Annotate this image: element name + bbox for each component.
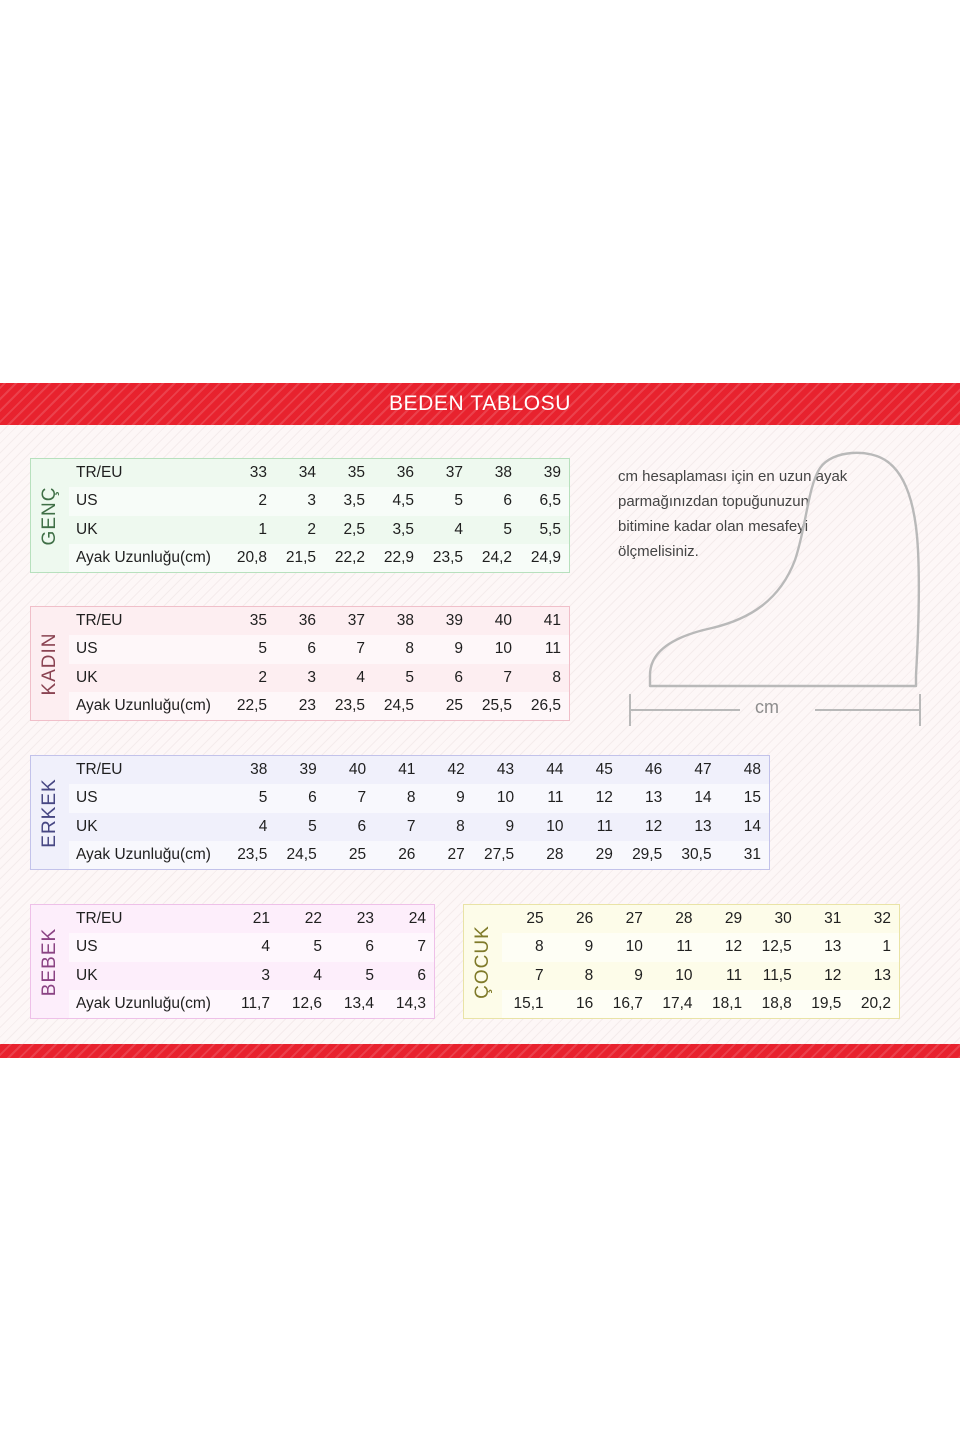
- size-block-cocuk: [463, 904, 900, 1019]
- cell: 12: [644, 817, 663, 835]
- cell: 5: [365, 966, 374, 984]
- cell: 2: [258, 492, 267, 510]
- table-row: [69, 692, 569, 720]
- cell: 9: [634, 966, 643, 984]
- row-values: [502, 995, 899, 1013]
- table-row: [69, 813, 769, 841]
- cell: 11: [544, 640, 561, 658]
- cell: 22,5: [236, 696, 267, 714]
- cell: 14: [743, 817, 761, 835]
- size-block-bebek-label: BEBEK: [39, 927, 60, 996]
- cell: 26,5: [530, 696, 561, 714]
- table-row: [69, 607, 569, 635]
- cell: 9: [454, 640, 463, 658]
- cell: 7: [356, 640, 365, 658]
- row-values: [502, 910, 899, 928]
- size-block-kadin-label: KADIN: [39, 631, 60, 696]
- cell: 11: [676, 938, 693, 956]
- cell: 6: [307, 640, 316, 658]
- cell: 6,5: [539, 492, 561, 510]
- cell: 27,5: [483, 845, 515, 863]
- cell: 31: [743, 845, 761, 863]
- table-row: [69, 841, 769, 869]
- row-label: Ayak Uzunluğu(cm): [76, 696, 211, 714]
- table-row: [69, 756, 769, 784]
- cell: 7: [357, 789, 367, 807]
- cell: 16,7: [612, 994, 643, 1012]
- cell: 4: [313, 966, 322, 984]
- row-values: [226, 464, 569, 482]
- row-values: [226, 640, 569, 658]
- table-row: [69, 487, 569, 515]
- size-block-cocuk-grid: [502, 905, 899, 1018]
- row-label: UK: [76, 668, 98, 686]
- cell: 6: [365, 938, 374, 956]
- table-row: [69, 962, 434, 990]
- row-label: US: [76, 938, 98, 956]
- row-values: [226, 818, 769, 836]
- cell: 7: [406, 817, 416, 835]
- cell: 7: [535, 966, 544, 984]
- cell: 22: [304, 910, 322, 928]
- row-values: [226, 995, 434, 1013]
- cell: 1: [258, 520, 267, 538]
- cm-label: cm: [755, 697, 779, 717]
- row-values: [226, 549, 569, 567]
- cell: 23,5: [432, 548, 463, 566]
- row-label: TR/EU: [76, 910, 123, 928]
- cell: 5: [258, 789, 268, 807]
- row-values: [226, 967, 434, 985]
- cell: 25,5: [481, 696, 512, 714]
- cell: 10: [494, 640, 512, 658]
- cell: 37: [445, 464, 463, 482]
- row-label: US: [76, 789, 98, 807]
- cell: 26: [398, 845, 416, 863]
- row-values: [226, 669, 569, 687]
- cell: 31: [824, 910, 842, 928]
- cell: 33: [249, 464, 267, 482]
- cell: 14,3: [395, 994, 426, 1012]
- cell: 39: [543, 464, 561, 482]
- size-block-kadin-grid: [69, 607, 569, 720]
- row-values: [226, 612, 569, 630]
- cell: 39: [445, 612, 463, 630]
- cell: 27: [625, 910, 643, 928]
- size-block-genc: [30, 458, 570, 573]
- cell: 4: [454, 520, 463, 538]
- size-block-erkek: [30, 755, 770, 870]
- row-label: TR/EU: [76, 612, 123, 630]
- cell: 11,5: [762, 966, 792, 984]
- cell: 48: [743, 761, 761, 779]
- cell: 10: [675, 966, 693, 984]
- table-row: [502, 933, 899, 961]
- cell: 8: [405, 640, 414, 658]
- cell: 10: [546, 817, 564, 835]
- row-label: UK: [76, 966, 98, 984]
- cell: 18,1: [711, 994, 743, 1012]
- cell: 21,5: [285, 548, 316, 566]
- row-values: [226, 938, 434, 956]
- cell: 5: [308, 817, 317, 835]
- size-block-genc-label: GENÇ: [39, 486, 60, 545]
- size-block-genc-grid: [69, 459, 569, 572]
- cell: 24,5: [286, 845, 317, 863]
- footer-bar: [0, 1044, 960, 1058]
- cell: 41: [543, 612, 561, 630]
- cell: 3: [307, 668, 316, 686]
- cell: 6: [503, 492, 512, 510]
- table-row: [69, 544, 569, 572]
- cell: 18,8: [761, 994, 792, 1012]
- cell: 20,8: [236, 548, 267, 566]
- table-row: [502, 990, 899, 1018]
- row-label: US: [76, 492, 98, 510]
- cell: 28: [675, 910, 693, 928]
- row-values: [226, 761, 769, 779]
- cell: 24: [408, 910, 426, 928]
- cell: 4: [261, 938, 270, 956]
- cell: 8: [584, 966, 594, 984]
- table-row: [69, 516, 569, 544]
- cell: 23,5: [237, 845, 268, 863]
- table-row: [69, 905, 434, 933]
- cell: 23: [298, 696, 316, 714]
- cell: 29,5: [632, 845, 663, 863]
- cell: 13: [694, 817, 712, 835]
- cell: 11,7: [240, 994, 270, 1012]
- row-values: [226, 846, 769, 864]
- row-label: Ayak Uzunluğu(cm): [76, 548, 211, 566]
- cell: 35: [249, 612, 267, 630]
- size-block-bebek-grid: [69, 905, 434, 1018]
- row-label: TR/EU: [76, 761, 123, 779]
- cell: 22,9: [383, 548, 414, 566]
- cell: 6: [357, 817, 367, 835]
- cell: 2: [307, 520, 316, 538]
- row-values: [226, 492, 569, 510]
- row-label: UK: [76, 520, 98, 538]
- cell: 40: [494, 612, 512, 630]
- cell: 39: [299, 761, 317, 779]
- size-block-bebek: [30, 904, 435, 1019]
- size-block-kadin: [30, 606, 570, 721]
- cell: 34: [298, 464, 316, 482]
- cell: 12: [724, 938, 743, 956]
- cell: 3,5: [392, 520, 414, 538]
- table-row: [502, 962, 899, 990]
- row-label: Ayak Uzunluğu(cm): [76, 845, 211, 863]
- cell: 10: [496, 789, 515, 807]
- row-values: [226, 910, 434, 928]
- cell: 12,6: [291, 994, 322, 1012]
- cell: 5: [454, 492, 463, 510]
- cell: 5: [313, 938, 322, 956]
- cell: 16: [576, 994, 594, 1012]
- cell: 1: [882, 938, 891, 956]
- cell: 8: [552, 668, 561, 686]
- cell: 6: [417, 966, 426, 984]
- cell: 35: [347, 464, 365, 482]
- cell: 42: [447, 761, 465, 779]
- cell: 2: [258, 668, 267, 686]
- cell: 11: [547, 789, 564, 807]
- cell: 22,2: [334, 548, 365, 566]
- cell: 8: [456, 817, 465, 835]
- cell: 38: [396, 612, 414, 630]
- cell: 3: [307, 492, 316, 510]
- cell: 9: [456, 789, 465, 807]
- cell: 12: [595, 789, 613, 807]
- cell: 5: [258, 640, 267, 658]
- cell: 23: [356, 910, 374, 928]
- cell: 46: [644, 761, 663, 779]
- cell: 12,5: [761, 938, 792, 956]
- cell: 3,5: [343, 492, 365, 510]
- cell: 24,9: [530, 548, 561, 566]
- table-row: [502, 905, 899, 933]
- cell: 29: [595, 845, 613, 863]
- cell: 13: [824, 938, 842, 956]
- cell: 14: [694, 789, 712, 807]
- cell: 17,4: [662, 994, 693, 1012]
- cell: 21: [252, 910, 270, 928]
- table-row: [69, 990, 434, 1018]
- table-row: [69, 784, 769, 812]
- row-values: [226, 521, 569, 539]
- row-label: UK: [76, 817, 98, 835]
- cell: 4: [258, 817, 268, 835]
- cell: 5: [503, 520, 512, 538]
- cell: 13: [873, 966, 891, 984]
- cell: 44: [546, 761, 564, 779]
- cell: 25: [445, 696, 463, 714]
- cell: 6: [454, 668, 463, 686]
- cell: 37: [347, 612, 365, 630]
- cell: 47: [694, 761, 712, 779]
- cell: 9: [505, 817, 515, 835]
- cell: 30: [774, 910, 792, 928]
- cell: 23,5: [334, 696, 365, 714]
- cell: 25: [526, 910, 544, 928]
- cell: 13: [644, 789, 663, 807]
- cell: 4,5: [392, 492, 414, 510]
- cell: 28: [546, 845, 564, 863]
- page-title: BEDEN TABLOSU: [388, 392, 572, 415]
- cell: 7: [417, 938, 426, 956]
- cell: 25: [348, 845, 367, 863]
- cell: 27: [447, 845, 465, 863]
- size-block-cocuk-label: ÇOCUK: [472, 924, 493, 999]
- cell: 12: [824, 966, 842, 984]
- header-bar: [0, 383, 960, 425]
- cell: 20,2: [860, 994, 891, 1012]
- cell: 8: [406, 789, 416, 807]
- cell: 5: [405, 668, 414, 686]
- cell: 9: [584, 938, 594, 956]
- cell: 36: [396, 464, 414, 482]
- table-row: [69, 459, 569, 487]
- cell: 29: [724, 910, 743, 928]
- size-block-erkek-grid: [69, 756, 769, 869]
- cell: 7: [503, 668, 512, 686]
- measurement-note: cm hesaplaması için en uzun ayak parmağınızdan topuğunuzun bitimine kadar olan mesafeyi ölçmelisiniz.: [618, 468, 848, 560]
- cell: 10: [625, 938, 643, 956]
- table-row: [69, 933, 434, 961]
- cell: 38: [494, 464, 512, 482]
- cell: 19,5: [811, 994, 842, 1012]
- cell: 30,5: [681, 845, 712, 863]
- cell: 26: [576, 910, 594, 928]
- cell: 24,5: [383, 696, 414, 714]
- size-block-erkek-label: ERKEK: [39, 777, 60, 848]
- row-label: Ayak Uzunluğu(cm): [76, 994, 211, 1012]
- cell: 41: [398, 761, 416, 779]
- row-label: TR/EU: [76, 464, 123, 482]
- cell: 38: [250, 761, 268, 779]
- cell: 24,2: [481, 548, 512, 566]
- cell: 11: [596, 817, 613, 835]
- cell: 5,5: [539, 520, 561, 538]
- cell: 11: [726, 966, 743, 984]
- row-values: [502, 938, 899, 956]
- row-values: [226, 789, 769, 807]
- cell: 4: [356, 668, 365, 686]
- cell: 36: [298, 612, 316, 630]
- cell: 3: [261, 966, 270, 984]
- row-label: US: [76, 640, 98, 658]
- cell: 40: [348, 761, 367, 779]
- row-values: [226, 697, 569, 715]
- cell: 8: [535, 938, 544, 956]
- cell: 32: [873, 910, 891, 928]
- cell: 2,5: [343, 520, 365, 538]
- row-values: [502, 967, 899, 985]
- cell: 45: [595, 761, 613, 779]
- table-row: [69, 635, 569, 663]
- table-row: [69, 664, 569, 692]
- cell: 43: [496, 761, 515, 779]
- cell: 15,1: [513, 994, 544, 1012]
- cell: 6: [308, 789, 317, 807]
- cell: 15: [743, 789, 761, 807]
- cell: 13,4: [343, 994, 374, 1012]
